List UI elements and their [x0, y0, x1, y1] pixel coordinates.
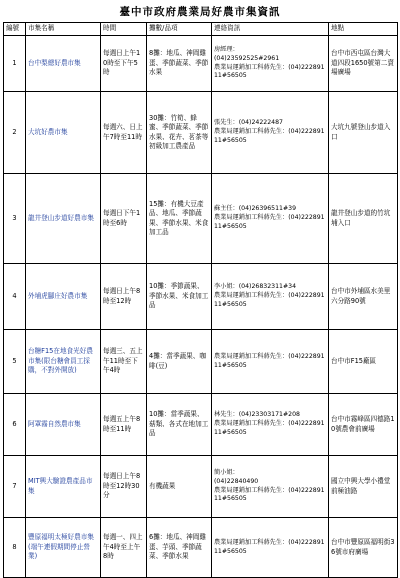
market-contact: 農業局運銷加工科蔣先生：(04)22289111#56505 — [212, 330, 329, 394]
market-stalls: 15攤：有機大豆產品、地瓜、季節蔬果、季節水果、米食加工品 — [147, 174, 212, 264]
market-name: 龍井登山步道好農市集 — [26, 174, 101, 264]
market-name: MIT興大驗證農產品市集 — [26, 456, 101, 518]
table-row — [4, 518, 398, 578]
table-row — [4, 330, 398, 394]
market-contact: 張先生：(04)24222487 農業局運銷加工科蔣先生：(04)22289111#56505 — [212, 92, 329, 174]
row-no: 3 — [4, 174, 26, 264]
market-location: 國立中興大學小禮堂前極油路 — [329, 456, 398, 518]
market-contact: 房經理： (04)23592525#2961 農業局運銷加工科蔣先生：(04)22289111#56505 — [212, 36, 329, 92]
table-row — [4, 264, 398, 330]
market-location: 台中市外埔區水美里六分路90號 — [329, 264, 398, 330]
header-name: 市集名稱 — [26, 23, 101, 36]
row-no: 2 — [4, 92, 26, 174]
table-row — [4, 92, 398, 174]
header-time: 時間 — [101, 23, 147, 36]
market-location: 台中市F15廠區 — [329, 330, 398, 394]
market-stalls: 10攤：當季蔬果、菇類、各式在地加工品 — [147, 394, 212, 456]
market-stalls: 有機蔬果 — [147, 456, 212, 518]
market-stalls: 8攤：地瓜、神岡雞蛋、季節蔬菜、季節水果 — [147, 36, 212, 92]
market-location: 大坑九號登山步道入口 — [329, 92, 398, 174]
row-no: 6 — [4, 394, 26, 456]
row-no: 5 — [4, 330, 26, 394]
market-name: 台糖F15在地食光好農市集(限台糖會員工採購，不對外開放) — [26, 330, 101, 394]
market-time: 每週五上午8時至11時 — [101, 394, 147, 456]
market-name: 豐原福明太極好農市集(端午連假期間停止營業) — [26, 518, 101, 578]
table-row — [4, 394, 398, 456]
market-contact: 簡小姐： (04)22840490 農業局運銷加工科蔣先生：(04)22289111#56505 — [212, 456, 329, 518]
market-time: 每週日上午8時至12時 — [101, 264, 147, 330]
row-no: 7 — [4, 456, 26, 518]
market-contact: 林先生：(04)23303171#208 農業局運銷加工科蔣先生：(04)22289111#56505 — [212, 394, 329, 456]
market-name: 外埔虎腳庄好農市集 — [26, 264, 101, 330]
market-stalls: 10攤：季節蔬果、季節水果、米食加工品 — [147, 264, 212, 330]
market-stalls: 6攤：地瓜、神岡雞蛋、芋頭、季節蔬菜、季節水果 — [147, 518, 212, 578]
market-time: 每週日下午1時至6時 — [101, 174, 147, 264]
market-stalls: 4攤：當季蔬果、咖啡(豆) — [147, 330, 212, 394]
market-time: 每週一、四上午4時至上午8時 — [101, 518, 147, 578]
header-contact: 連絡資訊 — [212, 23, 329, 36]
table-row — [4, 36, 398, 92]
market-name: 阿罩霧自然農市集 — [26, 394, 101, 456]
market-location: 龍井登山步道的竹坑埔入口 — [329, 174, 398, 264]
market-time: 每週三、五上午11時至下午4時 — [101, 330, 147, 394]
market-contact: 李小姐：(04)26832311#34 農業局運銷加工科蔣先生：(04)22289111#56505 — [212, 264, 329, 330]
document-title: 臺中市政府農業局好農市集資訊 — [119, 6, 281, 18]
row-no: 1 — [4, 36, 26, 92]
market-stalls: 30攤：竹筍、蜂蜜、季節蔬菜、季節水果、花卉、茗茶等初級加工農產品 — [147, 92, 212, 174]
market-time: 每週六、日上午7時至11時 — [101, 92, 147, 174]
header-row — [4, 23, 398, 36]
market-contact: 農業局運銷加工科蔣先生：(04)22289111#56505 — [212, 518, 329, 578]
table-row — [4, 456, 398, 518]
market-name: 大坑好農市集 — [26, 92, 101, 174]
header-no: 編號 — [4, 23, 26, 36]
market-contact: 蘇主任：(04)26396511#39 農業局運銷加工科蔣先生：(04)22289111#56505 — [212, 174, 329, 264]
header-location: 地點 — [329, 23, 398, 36]
row-no: 8 — [4, 518, 26, 578]
row-no: 4 — [4, 264, 26, 330]
market-time: 每週日上午8時至12時30分 — [101, 456, 147, 518]
market-location: 台中市西屯區台灣大道四段1650號第二賣場廣場 — [329, 36, 398, 92]
market-location: 台中市豐原區福明街36號市府廣場 — [329, 518, 398, 578]
market-time: 每週日上午10時至下午5時 — [101, 36, 147, 92]
market-location: 台中市霧峰區四德路10號農會前廣場 — [329, 394, 398, 456]
table-row — [4, 174, 398, 264]
market-table — [3, 22, 398, 578]
market-name: 台中梨總好農市集 — [26, 36, 101, 92]
header-stalls: 攤數/品項 — [147, 23, 212, 36]
